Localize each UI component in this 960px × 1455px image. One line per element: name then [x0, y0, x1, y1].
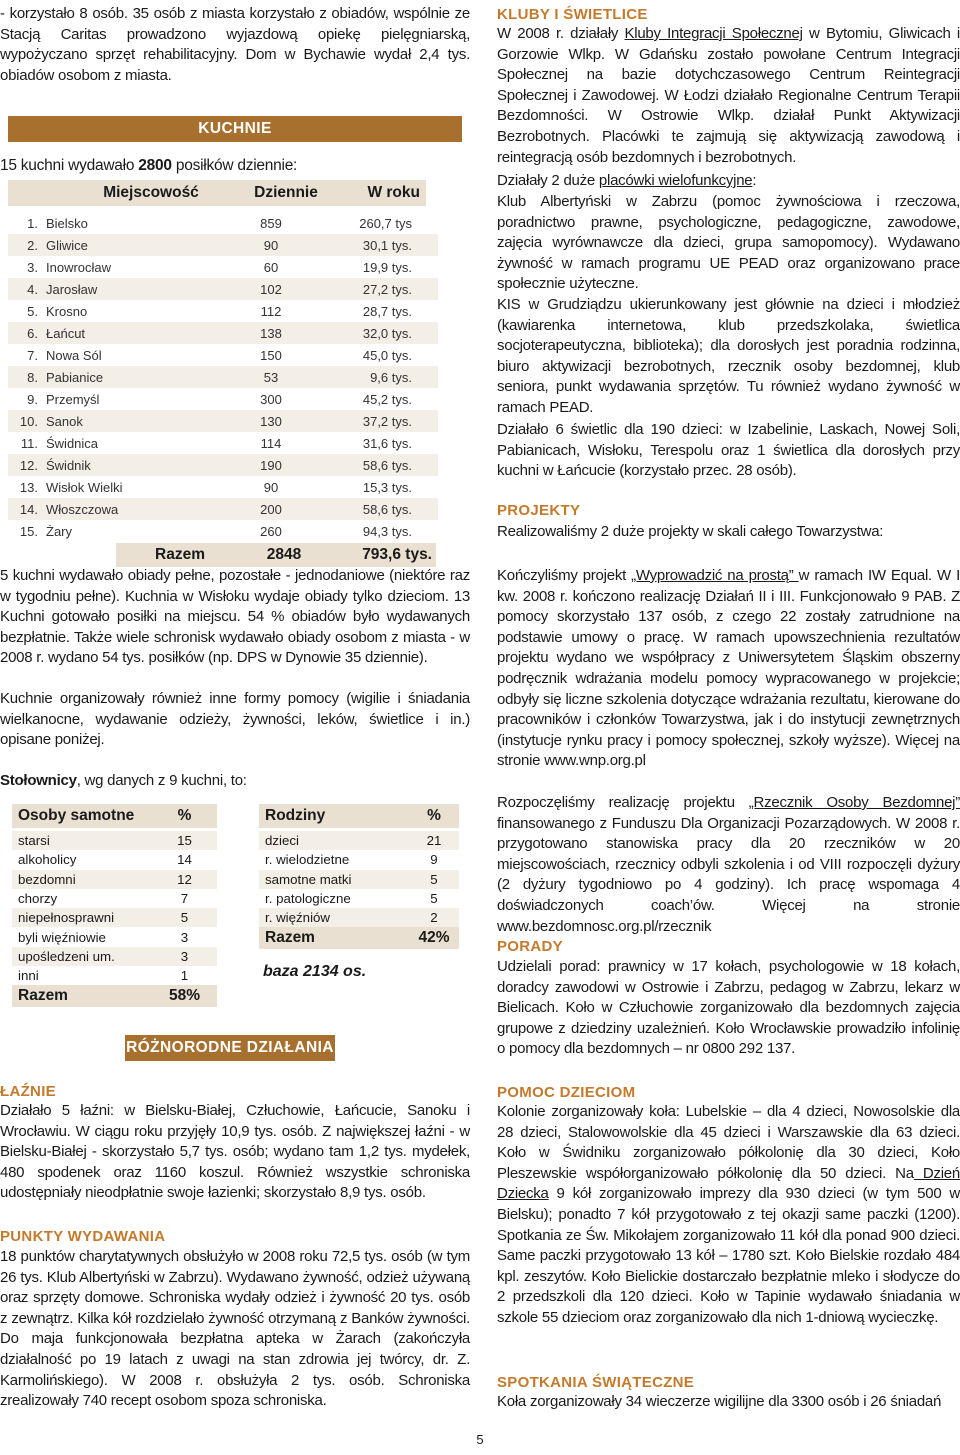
row-year: 45,0 tys. — [362, 347, 412, 363]
link-wyprowadzic-na-prosta[interactable]: „Wyprowadzić na prostą” — [631, 567, 799, 584]
row-number: 13. — [19, 479, 38, 495]
row-label: r. więźniów — [265, 910, 331, 926]
table-row — [8, 366, 438, 388]
row-daily: 90 — [263, 237, 279, 253]
row-year: 28,7 tys. — [362, 303, 412, 319]
table-row — [12, 870, 217, 889]
row-daily: 112 — [260, 303, 282, 319]
row-percent: 3 — [180, 948, 189, 964]
table-row — [12, 966, 217, 985]
row-number: 7. — [27, 347, 38, 363]
row-city: Bielsko — [46, 215, 88, 231]
row-number: 2. — [27, 237, 38, 253]
table-row — [259, 870, 459, 889]
link-placowki-wielofunkcyjne[interactable]: placówki wielofunkcyjne — [598, 172, 753, 189]
stolownicy-lead: Stołownicy, wg danych z 9 kuchni, to: — [0, 772, 247, 789]
heading-kluby: KLUBY I ŚWIETLICE — [497, 6, 648, 23]
intro-paragraph — [0, 4, 470, 86]
row-daily: 859 — [260, 215, 282, 231]
row-number: 5. — [27, 303, 38, 319]
row-label: r. wielodzietne — [265, 852, 350, 868]
table-row — [259, 831, 459, 850]
kluby-paragraph-2: Działały 2 duże placówki wielofunkcyjne: — [497, 172, 757, 189]
row-daily: 114 — [260, 435, 282, 451]
row-percent: 5 — [430, 891, 438, 907]
baza-note: baza 2134 os. — [263, 963, 367, 981]
row-daily: 130 — [260, 413, 282, 429]
projekt-1-paragraph: Kończyliśmy projekt „Wyprowadzić na prostą” w ramach IW Equal. W I kw. 2008 r. kończono realizację Działań II i III. Funkcjonowało 9 PAB. Z pomocy skorzystało 137 osób, z czego 22 zostały zatrudnione na podstawie umowy o pracę. W ramach upowszechnienia rezultatów projektu wydano we współpracy z Uniwersytetem Śląskim obszerny podręcznik wdrażania modelu pomocy wypracowanego w projekcie; odbyły się liczne szkolenia dotyczące wdrażania rezultatu, kierowane do pracowników i członków Towarzystwa, jak i do instytucji zewnętrznych (instytucje rynku pracy i pomocy społecznej, szkoły wyższe). Więcej na stronie www.wnp.org.pl — [497, 567, 960, 770]
laznie-paragraph: Działało 5 łaźni: w Bielsku-Białej, Człuchowie, Łańcucie, Sanoku i Wrocławiu. W ciągu roku przyjęły 10,9 tys. osób. Z największej łaźni - w Bielsku-Białej - skorzystało 5,7 tys. osób; wydano tam 1,2 tys. mydełek, 480 spodenek oraz 1160 koszul. Również wszystkie schroniska udostępniały nieodpłatnie swoje łazienki; skorzystało 8,9 tys. osób. — [0, 1102, 470, 1202]
row-year: 260,7 tys — [359, 215, 412, 231]
kitchens-table-header — [8, 180, 426, 206]
row-city: Inowrocław — [46, 259, 112, 275]
kluby-paragraph-4: KIS w Grudziądzu ukierunkowany jest głównie na dzieci i młodzież (kawiarenka internetowa, klub przedszkolaka, świetlica socjoterapeutyczna, biblioteka); dla dorosłych jest poradnia rodzinna, biuro aktywizacji bezrobotnych, rzecznik osoby bezdomnej, klub seniora, punkt wydawania sprzętów. Tu również wydano żywność w ramach PEAD. — [497, 296, 960, 416]
table-row — [8, 432, 438, 454]
row-percent: 7 — [180, 891, 189, 907]
row-percent: 5 — [430, 871, 438, 887]
row-city: Włoszczowa — [46, 501, 119, 517]
row-year: 31,6 tys. — [362, 435, 412, 451]
row-label: dzieci — [265, 833, 299, 849]
row-year: 9,6 tys. — [370, 369, 412, 385]
row-percent: 15 — [177, 833, 192, 849]
table-row — [8, 454, 438, 476]
row-city: Świdnica — [46, 435, 99, 451]
row-label: starsi — [18, 833, 50, 849]
heading-spotkania-swiateczne: SPOTKANIA ŚWIĄTECZNE — [497, 1374, 695, 1391]
link-dzien-dziecka[interactable]: Dzień Dziecka — [497, 1164, 960, 1203]
row-year: 30,1 tys. — [362, 237, 412, 253]
rodziny-table: Rodziny % dzieci 21 r. wielodzietne 9 samotne matki 5 r. patologiczne 5 r. więźniów 2 Razem 42% baza 2134 os. — [259, 804, 459, 1007]
row-city: Świdnik — [46, 457, 91, 473]
row-number: 9. — [27, 391, 38, 407]
table-row — [259, 889, 459, 908]
row-daily: 260 — [260, 523, 282, 539]
table-row — [12, 850, 217, 869]
heading-pomoc-dzieciom: POMOC DZIECIOM — [497, 1084, 636, 1101]
row-city: Gliwice — [46, 237, 88, 253]
section-band-roznorodne: RÓŻNORODNE DZIAŁANIA — [125, 1035, 335, 1061]
table-row — [8, 300, 438, 322]
row-daily: 150 — [260, 347, 282, 363]
row-percent: 9 — [430, 852, 438, 868]
row-number: 1. — [27, 215, 38, 231]
row-daily: 190 — [260, 457, 282, 473]
table-row — [12, 927, 217, 946]
row-label: samotne matki — [265, 871, 352, 887]
row-daily: 53 — [263, 369, 279, 385]
porady-paragraph: Udzielali porad: prawnicy w 17 kołach, psychologowie w 18 kołach, doradcy zawodowi w Ostrowie i Zabrzu, pedagog w Zabrzu, lekarz w Bielicach. Koło w Człuchowie zorganizowało dla bezdomnych zajęcia grupowe z dziedziny uzależnień. Koło Wrocławskie prowadziło infolinię o pomocy dla bezdomnych – nr 0800 292 137. — [497, 958, 960, 1058]
table-row — [8, 322, 438, 344]
row-label: chorzy — [18, 891, 58, 907]
row-percent: 14 — [177, 852, 192, 868]
heading-porady: PORADY — [497, 938, 563, 955]
row-number: 8. — [27, 369, 38, 385]
kitchens-table — [8, 170, 438, 567]
row-year: 58,6 tys. — [362, 501, 412, 517]
row-number: 10. — [19, 413, 38, 429]
kitchens-table-total — [116, 543, 436, 567]
link-kluby-integracji[interactable]: Kluby Integracji Społecznej — [624, 25, 803, 42]
table-row — [8, 212, 438, 234]
row-year: 27,2 tys. — [362, 281, 412, 297]
kuchnie-lead: 15 kuchni wydawało 2800 posiłków dziennie: — [0, 157, 298, 174]
kitchens-table-body — [8, 212, 438, 542]
page-number: 5 — [476, 1432, 484, 1447]
row-daily: 200 — [260, 501, 282, 517]
row-label: upośledzeni um. — [18, 948, 115, 964]
punkty-paragraph: 18 punktów charytatywnych obsłużyło w 2008 roku 72,5 tys. osób (w tym 26 tys. Klub Albertyński w Zabrzu). Wydawano żywność, odzież używaną oraz sprzęty domowe. Schroniska wydały odzież i żywność 20 tys. osób z zewnątrz. Kilka kół rozdzielało żywność otrzymaną z Banków żywności. Do maja funkcjonowała bezpłatna apteka w Żarach (zakończyła działalność po 19 latach z uwagi na stan zdrowia jej twórcy, dr. Z. Karmolińskiego). W 2008 r. obsłużyła 2 tys. osób. Schroniska zrealizowały 740 recept osobom spoza schroniska. — [0, 1248, 470, 1410]
row-daily: 300 — [260, 391, 282, 407]
row-percent: 5 — [180, 910, 189, 926]
table-row — [12, 947, 217, 966]
header-year: W roku — [367, 184, 420, 201]
row-number: 12. — [19, 457, 38, 473]
total-year: 793,6 tys. — [362, 546, 432, 563]
row-year: 19,9 tys. — [362, 259, 412, 275]
row-city: Krosno — [46, 303, 88, 319]
table-row — [8, 344, 438, 366]
row-daily: 138 — [260, 325, 282, 341]
row-percent: 2 — [430, 910, 438, 926]
row-percent: 3 — [180, 929, 189, 945]
row-year: 58,6 tys. — [362, 457, 412, 473]
row-daily: 90 — [263, 479, 279, 495]
kuchnie-paragraph-1: 5 kuchni wydawało obiady pełne, pozostałe - jednodaniowe (niektóre raz w tygodniu pełne). Kuchnia w Wisłoku wydaje obiady tylko dzieciom. 13 Kuchni gotowało posiłki na miejscu. 54 % obiadów było wydawanych bezpłatnie. Także wiele schronisk wydawało obiady osobom z miasta - w 2008 r. wydano 54 tys. posiłków (np. DPS w Dynowie 35 dziennie). — [0, 567, 470, 667]
table-row — [12, 831, 217, 850]
projekt-2-paragraph: Rozpoczęliśmy realizację projektu „Rzecznik Osoby Bezdomnej” finansowanego z Funduszu Dla Organizacji Pozarządowych. W 2008 r. przygotowano stanowiska pracy dla 20 rzeczników w 20 miejscowościach, rzecznicy odbyli szkolenia i od VIII rozpoczęli dyżury (2 dyżury tygodniowo po 4 godziny). Ich pracę wspomaga 4 doświadczonych coach’ów. Więcej na stronie www.bezdomnosc.org.pl/rzecznik — [497, 794, 960, 935]
row-label: alkoholicy — [18, 852, 77, 868]
row-label: r. patologiczne — [265, 891, 351, 907]
row-number: 15. — [19, 523, 38, 539]
row-label: inni — [18, 968, 39, 984]
pomoc-dzieciom-paragraph: Kolonie zorganizowały koła: Lubelskie – dla 4 dzieci, Nowosolskie dla 28 dzieci, Stalowowolskie dla 45 dzieci i Warszawskie dla 63 dzieci. Koło w Świdniku zorganizowało półkolonię dla 30 dzieci, Koło Pleszewskie współorganizowało półkolonię dla 50 dzieci. Na Dzień Dziecka 9 kół zorganizowało imprezy dla 930 dzieci (w tym 500 w Bielsku); ponadto 7 kół przygotowało z tej okazji same paczki (1200). Spotkania ze Św. Mikołajem zorganizowało 11 kół dla ponad 900 dzieci. Same paczki przygotowało 13 kół – 1780 szt. Koło Bielskie rozdało 484 kpl. zeszytów. Koło Bielickie dostarczało bezpłatnie mleko i słodycze do 2 przedszkoli dla 120 dzieci. Koło w Tapinie wydawało śniadania w szkole 55 dzieciom oraz zorganizowało dla nich 1-dniową wycieczkę. — [497, 1103, 960, 1326]
kluby-paragraph-1: W 2008 r. działały Kluby Integracji Społecznej w Bytomiu, Gliwicach i Gorzowie Wlkp. W Gdańsku zostało powołane Centrum Integracji Społecznej na bazie dotychczasowego Centrum Reintegracji Społecznej i Zawodowej. W Łodzi działało Regionalne Centrum Terapii Bezdomności. W Ostrowie Wlkp. działał Punkt Aktywizacji Bezrobotnych. Placówki te zajmują się aktywizacją zawodową i reintegracją osób bezdomnych i bezrobotnych. — [497, 25, 960, 166]
kluby-paragraph-3: Klub Albertyński w Zabrzu (pomoc żywnościowa i rzeczowa, poradnictwo prawne, psychologiczne, pedagogiczne, zawodowe, zajęcia wyrównawcze dla dzieci, grupa samopomocy). Wydawano żywność w ramach programu UE PEAD oraz organizowano prace społecznie użyteczne. — [497, 193, 960, 293]
table-row — [8, 476, 438, 498]
table-row — [8, 498, 438, 520]
spotkania-paragraph: Koła zorganizowały 34 wieczerze wigilijne dla 3300 osób i 26 śniadań — [497, 1393, 942, 1410]
heading-laznie: ŁAŹNIE — [0, 1083, 56, 1100]
row-number: 11. — [20, 435, 38, 451]
row-label: byli więźniowie — [18, 929, 106, 945]
row-city: Łańcut — [46, 325, 86, 341]
table-row — [259, 908, 459, 927]
kuchnie-paragraph-2: Kuchnie organizowały również inne formy pomocy (wigilie i śniadania wielkanocne, wydawanie odzieży, żywności, leków, świetlice i in.) opisane poniżej. — [0, 690, 470, 749]
row-number: 6. — [27, 325, 38, 341]
row-number: 4. — [27, 281, 38, 297]
table-row — [8, 234, 438, 256]
row-year: 94,3 tys. — [362, 523, 412, 539]
stolownicy-tables — [0, 792, 459, 1007]
table-row — [12, 908, 217, 927]
row-city: Przemyśl — [46, 391, 100, 407]
row-city: Pabianice — [46, 369, 104, 385]
heading-punkty: PUNKTY WYDAWANIA — [0, 1228, 166, 1245]
table-row — [8, 256, 438, 278]
table-row — [8, 520, 438, 542]
total-daily: 2848 — [266, 546, 302, 563]
heading-projekty: PROJEKTY — [497, 502, 581, 519]
row-year: 32,0 tys. — [362, 325, 412, 341]
row-city: Nowa Sól — [46, 347, 102, 363]
row-city: Sanok — [46, 413, 83, 429]
row-number: 3. — [27, 259, 38, 275]
intro-text: - korzystało 8 osób. 35 osób z miasta korzystało z obiadów, wspólnie ze Stacją Caritas prowadzono wyjazdową opiekę pielęgniarską, wypożyczano sprzęt rehabilitacyjny. Dom w Bychawie wydał 2,4 tys. obiadów osobom z miasta. — [0, 5, 470, 84]
row-percent: 12 — [177, 871, 192, 887]
table-row — [8, 388, 438, 410]
kluby-paragraph-5: Działało 6 świetlic dla 190 dzieci: w Izabelinie, Laskach, Nowej Soli, Pabianicach, Wisłoku, Terespolu oraz 1 świetlica dla dorosłych przy kuchni w Łańcucie (korzystało przec. 28 osób). — [497, 421, 960, 480]
header-daily: Dziennie — [254, 184, 318, 201]
row-label: bezdomni — [18, 871, 76, 887]
row-year: 45,2 tys. — [362, 391, 412, 407]
link-rzecznik-osoby-bezdomnej[interactable]: „Rzecznik Osoby Bezdomnej” — [748, 794, 960, 811]
row-year: 37,2 tys. — [362, 413, 412, 429]
table-row — [8, 278, 438, 300]
table-row — [12, 889, 217, 908]
row-city: Jarosław — [46, 281, 98, 297]
row-label: niepełnosprawni — [18, 910, 115, 926]
section-band-kuchnie: KUCHNIE — [8, 116, 462, 142]
row-city: Wisłok Wielki — [46, 479, 123, 495]
row-number: 14. — [19, 501, 38, 517]
table-row — [259, 850, 459, 869]
table-row — [8, 410, 438, 432]
row-percent: 21 — [426, 833, 442, 849]
row-daily: 102 — [260, 281, 282, 297]
total-label: Razem — [155, 546, 205, 563]
row-year: 15,3 tys. — [362, 479, 412, 495]
row-city: Żary — [46, 523, 72, 539]
projekty-lead: Realizowaliśmy 2 duże projekty w skali całego Towarzystwa: — [497, 523, 884, 540]
row-percent: 1 — [180, 968, 189, 984]
row-daily: 60 — [263, 259, 279, 275]
header-city: Miejscowość — [103, 184, 199, 201]
osoby-samotne-table: Osoby samotne % starsi 15 alkoholicy 14 bezdomni 12 chorzy 7 niepełnosprawni 5 byli więźniowie 3 upośledzeni um. 3 inni 1 Razem 58% — [12, 804, 217, 1007]
